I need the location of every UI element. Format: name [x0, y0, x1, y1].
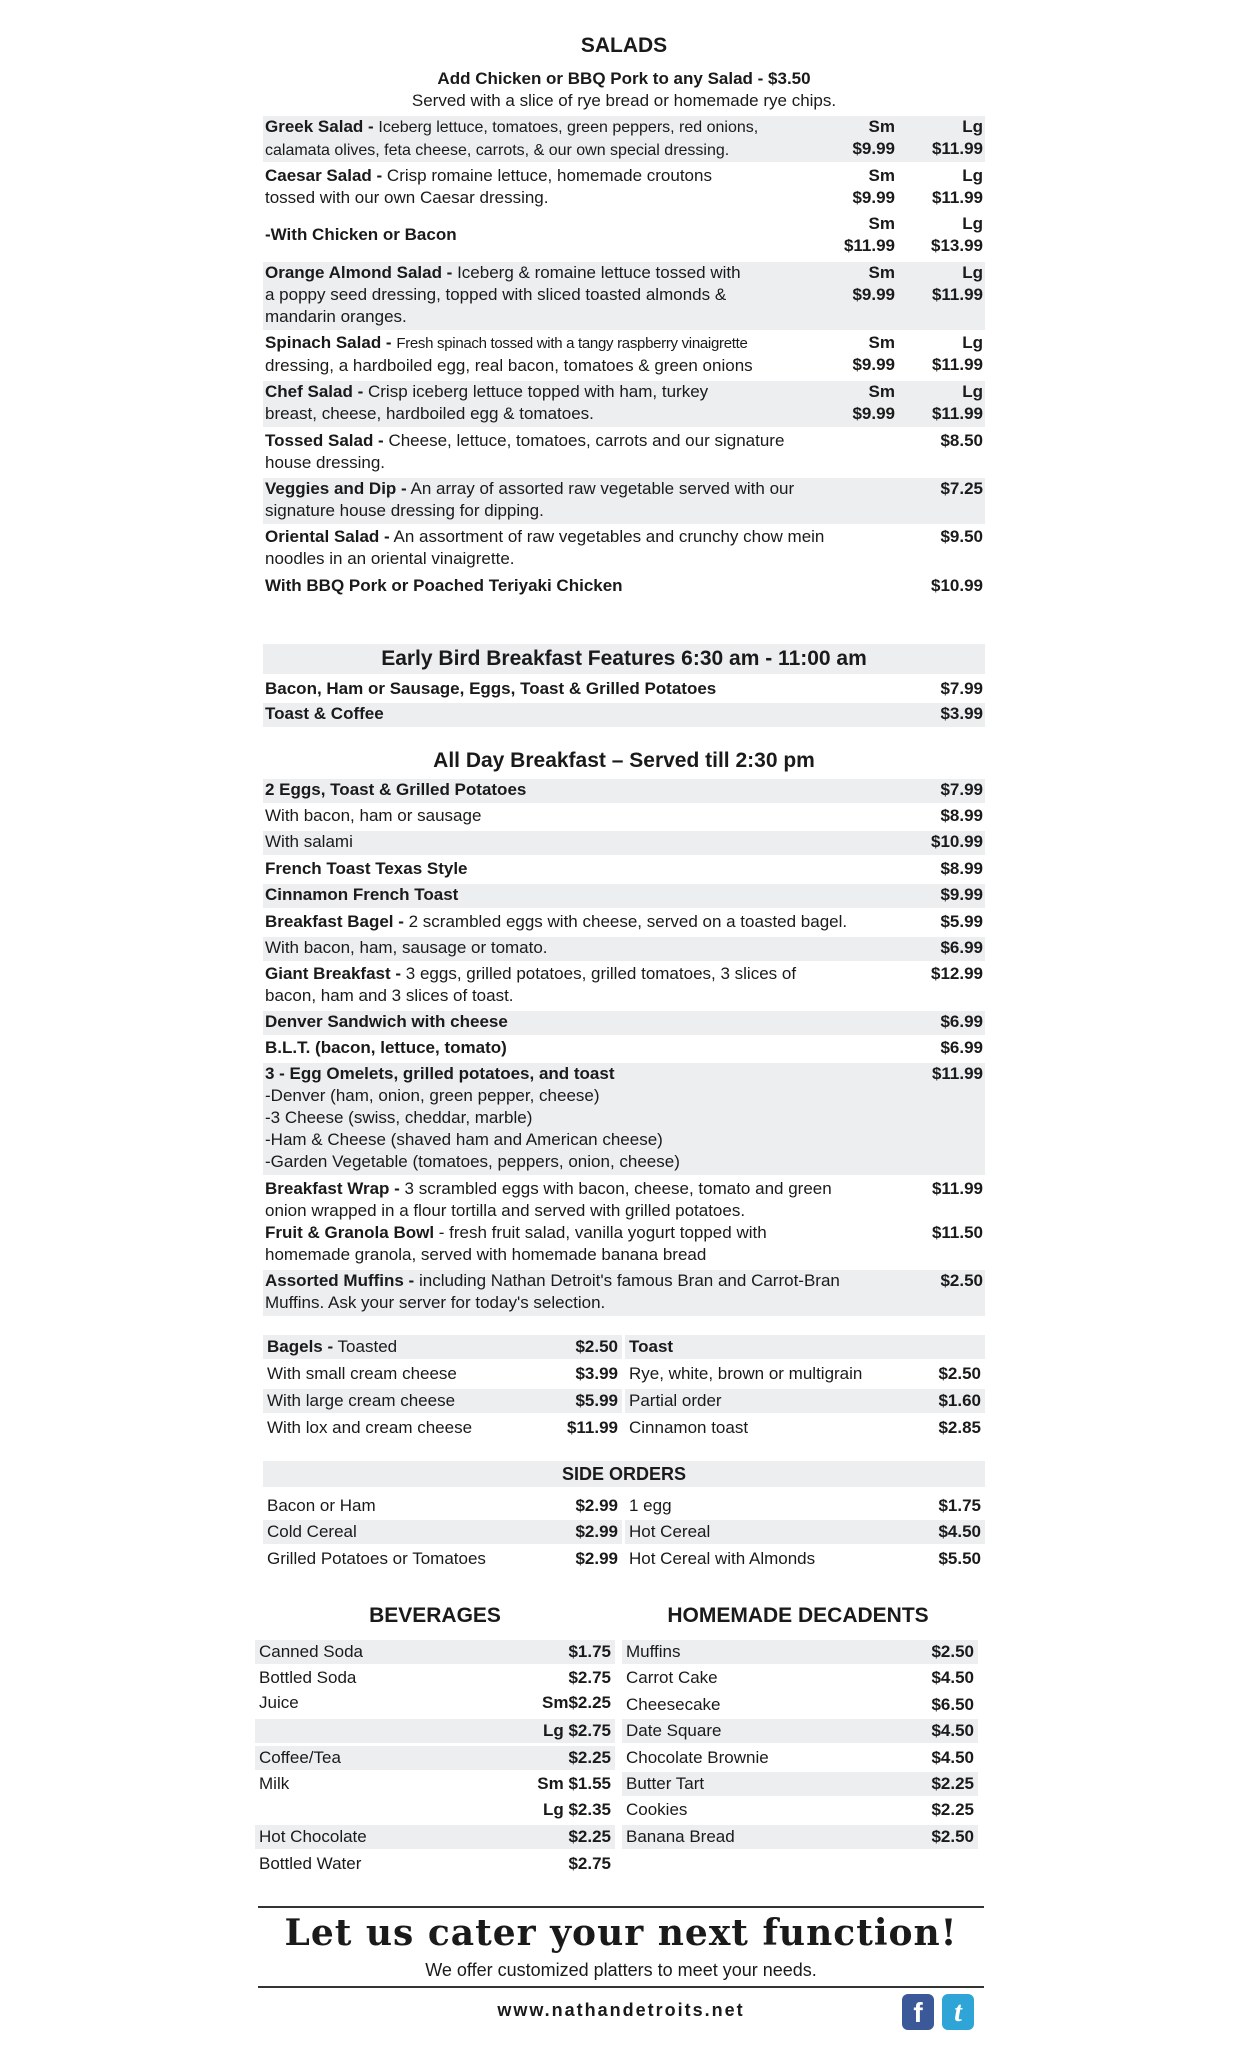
item-name: Toast & Coffee: [265, 704, 384, 723]
item-price: $2.50: [940, 1271, 983, 1290]
facebook-icon[interactable]: f: [902, 1994, 934, 2030]
menu-item-cinnamon-french-toast: [263, 884, 985, 908]
item-price: $6.99: [940, 1038, 983, 1057]
size-label: Lg: [962, 333, 983, 352]
item-desc: An array of assorted raw vegetable served with our: [410, 479, 795, 498]
item-name: Greek Salad -: [265, 117, 374, 136]
menu-item-egg-omelets: [263, 1063, 985, 1175]
item-label: With lox and cream cheese: [267, 1418, 473, 1437]
price-small: $9.99: [852, 404, 895, 423]
list-item: [263, 1416, 622, 1440]
list-item: [622, 1798, 978, 1822]
all-day-breakfast-title: All Day Breakfast – Served till 2:30 pm: [433, 749, 815, 772]
menu-item-denver-sandwich: [263, 1011, 985, 1035]
price-large: $11.99: [931, 139, 983, 158]
salads-addon-note: Add Chicken or BBQ Pork to any Salad - $3.50: [437, 69, 811, 88]
item-name: Veggies and Dip -: [265, 479, 407, 498]
item-desc: Muffins. Ask your server for today's selection.: [265, 1293, 606, 1312]
item-price: $7.99: [940, 780, 983, 799]
item-desc: Crisp romaine lettuce, homemade croutons: [386, 166, 712, 185]
item-desc: dressing, a hardboiled egg, real bacon, tomatoes & green onions: [265, 356, 753, 375]
menu-item-assorted-muffins: [263, 1270, 985, 1316]
item-price: $6.99: [940, 938, 983, 957]
item-name: Fruit & Granola Bowl: [265, 1223, 435, 1242]
list-item: [625, 1547, 985, 1571]
price-large: $11.99: [931, 188, 983, 207]
list-item: [625, 1494, 985, 1518]
menu-item-breakfast-bagel: [263, 911, 985, 935]
item-price: Sm $1.55: [537, 1774, 611, 1793]
item-price: $4.50: [931, 1668, 974, 1687]
item-desc: including Nathan Detroit's famous Bran and Carrot-Bran: [418, 1271, 840, 1290]
item-desc: a poppy seed dressing, topped with sliced toasted almonds &: [265, 285, 727, 304]
item-name: Giant Breakfast -: [265, 964, 402, 983]
item-name: Chef Salad -: [265, 382, 364, 401]
item-label: Rye, white, brown or multigrain: [629, 1364, 863, 1383]
item-price: $2.50: [931, 1827, 974, 1846]
item-label: Butter Tart: [626, 1774, 705, 1793]
menu-item-french-toast: [263, 858, 985, 882]
size-label: Sm: [868, 117, 895, 136]
item-label: Muffins: [626, 1642, 681, 1661]
item-label: Cookies: [626, 1800, 688, 1819]
list-item: [255, 1691, 615, 1715]
price-large: $11.99: [931, 285, 983, 304]
platters-note: We offer customized platters to meet your needs.: [425, 1960, 817, 1980]
item-desc: - fresh fruit salad, vanilla yogurt topped with: [434, 1223, 767, 1242]
item-price: $10.99: [931, 832, 983, 851]
item-desc: noodles in an oriental vinaigrette.: [265, 549, 515, 568]
item-price: $8.99: [940, 806, 983, 825]
item-desc: onion wrapped in a flour tortilla and served with grilled potatoes.: [265, 1201, 746, 1220]
item-price: $11.50: [931, 1223, 983, 1242]
bagels-title: Bagels -: [267, 1337, 334, 1356]
item-label: Cheesecake: [626, 1695, 721, 1714]
item-name: Breakfast Bagel -: [265, 912, 404, 931]
item-label: Juice: [259, 1693, 299, 1712]
list-item: [263, 1494, 622, 1518]
item-name: B.L.T. (bacon, lettuce, tomato): [265, 1038, 507, 1057]
menu-item-early-bird-eggs: [263, 678, 985, 702]
item-desc: breast, cheese, hardboiled egg & tomatoes.: [265, 404, 594, 423]
price-small: $9.99: [852, 139, 895, 158]
item-price: $5.50: [938, 1549, 981, 1568]
footer-top-rule: [258, 1906, 984, 1908]
item-desc: calamata olives, feta cheese, carrots, & our own special dressing.: [265, 142, 730, 159]
item-desc: With salami: [265, 832, 353, 851]
list-item: [625, 1389, 985, 1413]
menu-item-orange-almond-salad: [263, 262, 985, 330]
item-label: Banana Bread: [626, 1827, 735, 1846]
item-price: Lg $2.35: [542, 1800, 611, 1819]
size-label: Lg: [962, 382, 983, 401]
list-item: [255, 1640, 615, 1664]
item-name: 2 Eggs, Toast & Grilled Potatoes: [265, 780, 527, 799]
item-desc: tossed with our own Caesar dressing.: [265, 188, 549, 207]
item-desc: mandarin oranges.: [265, 307, 407, 326]
item-price: Lg $2.75: [542, 1721, 611, 1740]
list-item: [622, 1772, 978, 1796]
list-item: [263, 1547, 622, 1571]
item-desc: -Garden Vegetable (tomatoes, peppers, onion, cheese): [265, 1152, 680, 1171]
item-price: $2.75: [568, 1854, 611, 1873]
item-desc: An assortment of raw vegetables and crunchy chow mein: [393, 527, 825, 546]
item-price: $10.99: [931, 576, 983, 595]
item-price: $2.50: [575, 1337, 618, 1356]
website-link[interactable]: www.nathandetroits.net: [497, 2000, 745, 2020]
item-name: French Toast Texas Style: [265, 859, 468, 878]
item-desc: -Ham & Cheese (shaved ham and American cheese): [265, 1130, 663, 1149]
item-desc: signature house dressing for dipping.: [265, 501, 544, 520]
bagels-title-rest: Toasted: [333, 1337, 398, 1356]
price-small: $11.99: [843, 236, 895, 255]
size-label: Sm: [868, 214, 895, 233]
item-name: Denver Sandwich with cheese: [265, 1012, 508, 1031]
item-name: Assorted Muffins -: [265, 1271, 415, 1290]
item-label: Bacon or Ham: [267, 1496, 376, 1515]
menu-item-oriental-salad: [263, 526, 985, 572]
item-label: 1 egg: [629, 1496, 672, 1515]
list-item: [263, 1520, 622, 1544]
item-name: Caesar Salad -: [265, 166, 383, 185]
size-label: Sm: [868, 263, 895, 282]
item-price: $2.99: [575, 1549, 618, 1568]
menu-item-bagel-with-bacon: [263, 937, 985, 961]
list-item: [263, 1362, 622, 1386]
list-item: [625, 1362, 985, 1386]
salads-title: SALADS: [580, 34, 668, 57]
item-price: $6.99: [940, 1012, 983, 1031]
menu-item-caesar-with-chicken: [263, 213, 985, 259]
item-label: Date Square: [626, 1721, 722, 1740]
item-name: Oriental Salad -: [265, 527, 390, 546]
size-label: Lg: [962, 166, 983, 185]
item-desc: Cheese, lettuce, tomatoes, carrots and our signature: [388, 431, 785, 450]
list-item: [255, 1719, 615, 1743]
list-item: [255, 1798, 615, 1822]
item-name: With BBQ Pork or Poached Teriyaki Chicken: [265, 576, 623, 595]
item-desc: Iceberg & romaine lettuce tossed with: [457, 263, 741, 282]
item-desc: -3 Cheese (swiss, cheddar, marble): [265, 1108, 533, 1127]
item-price: Sm$2.25: [542, 1693, 611, 1712]
price-large: $11.99: [931, 404, 983, 423]
price-small: $9.99: [852, 355, 895, 374]
item-desc: house dressing.: [265, 453, 386, 472]
item-price: $7.99: [940, 679, 983, 698]
list-item: [255, 1746, 615, 1770]
salads-served-note: Served with a slice of rye bread or homemade rye chips.: [411, 91, 837, 110]
toast-title: Toast: [629, 1337, 674, 1356]
menu-item-blt: [263, 1037, 985, 1061]
list-item: [622, 1640, 978, 1664]
item-price: $1.75: [938, 1496, 981, 1515]
item-label: Hot Cereal with Almonds: [629, 1549, 816, 1568]
list-item: [622, 1666, 978, 1690]
item-price: $2.99: [575, 1522, 618, 1541]
item-desc: Fresh spinach tossed with a tangy raspberry vinaigrette: [396, 335, 748, 352]
size-label: Lg: [962, 117, 983, 136]
item-label: Grilled Potatoes or Tomatoes: [267, 1549, 486, 1568]
item-label: Cinnamon toast: [629, 1418, 749, 1437]
item-desc: bacon, ham and 3 slices of toast.: [265, 986, 514, 1005]
item-desc: homemade granola, served with homemade banana bread: [265, 1245, 707, 1264]
item-price: $4.50: [931, 1721, 974, 1740]
item-price: $12.99: [931, 964, 983, 983]
item-name: 3 - Egg Omelets, grilled potatoes, and toast: [265, 1064, 615, 1083]
decadents-title: HOMEMADE DECADENTS: [667, 1604, 929, 1627]
item-price: $4.50: [931, 1748, 974, 1767]
item-price: $1.60: [938, 1391, 981, 1410]
item-price: $3.99: [940, 704, 983, 723]
item-desc: 3 scrambled eggs with bacon, cheese, tomato and green: [404, 1179, 832, 1198]
item-label: Hot Chocolate: [259, 1827, 367, 1846]
twitter-icon[interactable]: t: [942, 1994, 974, 2030]
price-large: $11.99: [931, 355, 983, 374]
item-desc: 2 scrambled eggs with cheese, served on a toasted bagel.: [408, 912, 848, 931]
item-price: $3.99: [575, 1364, 618, 1383]
item-label: Coffee/Tea: [259, 1748, 341, 1767]
item-desc: Iceberg lettuce, tomatoes, green peppers, red onions,: [378, 119, 759, 136]
item-name: -With Chicken or Bacon: [265, 225, 457, 244]
list-item: [625, 1520, 985, 1544]
menu-item-caesar-salad: [263, 165, 985, 211]
item-price: $11.99: [931, 1064, 983, 1083]
list-item: [625, 1416, 985, 1440]
item-price: $8.50: [940, 431, 983, 450]
list-item: [255, 1825, 615, 1849]
item-label: Bottled Water: [259, 1854, 362, 1873]
item-label: Milk: [259, 1774, 290, 1793]
item-desc: -Denver (ham, onion, green pepper, cheese): [265, 1086, 600, 1105]
bagels-header: [263, 1335, 622, 1359]
item-price: $1.75: [568, 1642, 611, 1661]
menu-item-2-eggs: [263, 779, 985, 803]
item-price: $7.25: [940, 479, 983, 498]
item-price: $5.99: [940, 912, 983, 931]
item-label: Bottled Soda: [259, 1668, 357, 1687]
item-label: Chocolate Brownie: [626, 1748, 769, 1767]
item-desc: Crisp iceberg lettuce topped with ham, turkey: [367, 382, 709, 401]
list-item: [255, 1772, 615, 1796]
item-price: $2.85: [938, 1418, 981, 1437]
menu-item-veggies-and-dip: [263, 478, 985, 524]
list-item: [622, 1693, 978, 1717]
price-small: $9.99: [852, 285, 895, 304]
item-name: Spinach Salad -: [265, 333, 392, 352]
item-desc: With bacon, ham, sausage or tomato.: [265, 938, 548, 957]
list-item: [255, 1852, 615, 1876]
item-price: $11.99: [566, 1418, 618, 1437]
menu-item-with-salami: [263, 831, 985, 855]
item-name: Cinnamon French Toast: [265, 885, 459, 904]
menu-item-with-bacon: [263, 805, 985, 829]
menu-item-fruit-granola-bowl: [263, 1222, 985, 1268]
item-label: Cold Cereal: [267, 1522, 357, 1541]
item-price: $11.99: [931, 1179, 983, 1198]
size-label: Lg: [962, 214, 983, 233]
footer-bottom-rule: [258, 1986, 984, 1988]
item-price: $4.50: [938, 1522, 981, 1541]
item-price: $2.25: [568, 1748, 611, 1767]
item-price: $9.99: [940, 885, 983, 904]
item-price: $2.50: [938, 1364, 981, 1383]
list-item: [255, 1666, 615, 1690]
size-label: Sm: [868, 333, 895, 352]
menu-item-giant-breakfast: [263, 963, 985, 1009]
menu-item-spinach-salad: [263, 332, 985, 378]
early-bird-title: Early Bird Breakfast Features 6:30 am - 11:00 am: [263, 644, 985, 674]
size-label: Sm: [868, 166, 895, 185]
size-label: Lg: [962, 263, 983, 282]
menu-item-tossed-salad: [263, 430, 985, 476]
item-label: With small cream cheese: [267, 1364, 457, 1383]
price-small: $9.99: [852, 188, 895, 207]
item-label: With large cream cheese: [267, 1391, 456, 1410]
cater-headline: Let us cater your next function!: [284, 1912, 958, 1954]
item-name: Bacon, Ham or Sausage, Eggs, Toast & Grilled Potatoes: [265, 679, 717, 698]
list-item: [263, 1389, 622, 1413]
item-name: Breakfast Wrap -: [265, 1179, 400, 1198]
item-price: $2.99: [575, 1496, 618, 1515]
item-desc: 3 eggs, grilled potatoes, grilled tomatoes, 3 slices of: [405, 964, 797, 983]
toast-header: [625, 1335, 985, 1359]
size-label: Sm: [868, 382, 895, 401]
item-price: $2.50: [931, 1642, 974, 1661]
item-price: $6.50: [931, 1695, 974, 1714]
item-label: Carrot Cake: [626, 1668, 718, 1687]
menu-item-oriental-with-bbq-pork: [263, 575, 985, 599]
menu-item-breakfast-wrap: [263, 1178, 985, 1222]
item-name: Tossed Salad -: [265, 431, 384, 450]
item-price: $9.50: [940, 527, 983, 546]
item-price: $2.75: [568, 1668, 611, 1687]
item-desc: With bacon, ham or sausage: [265, 806, 482, 825]
menu-item-chef-salad: [263, 381, 985, 427]
beverages-title: BEVERAGES: [369, 1604, 501, 1627]
list-item: [622, 1825, 978, 1849]
list-item: [622, 1719, 978, 1743]
price-large: $13.99: [931, 236, 983, 255]
item-price: $2.25: [931, 1774, 974, 1793]
item-price: $2.25: [568, 1827, 611, 1846]
item-label: Canned Soda: [259, 1642, 363, 1661]
item-price: $2.25: [931, 1800, 974, 1819]
menu-item-toast-coffee: [263, 703, 985, 727]
item-price: $8.99: [940, 859, 983, 878]
menu-item-greek-salad: [263, 116, 985, 162]
side-orders-title: SIDE ORDERS: [263, 1461, 985, 1487]
item-price: $5.99: [575, 1391, 618, 1410]
item-label: Hot Cereal: [629, 1522, 711, 1541]
item-label: Partial order: [629, 1391, 722, 1410]
item-name: Orange Almond Salad -: [265, 263, 453, 282]
list-item: [622, 1746, 978, 1770]
